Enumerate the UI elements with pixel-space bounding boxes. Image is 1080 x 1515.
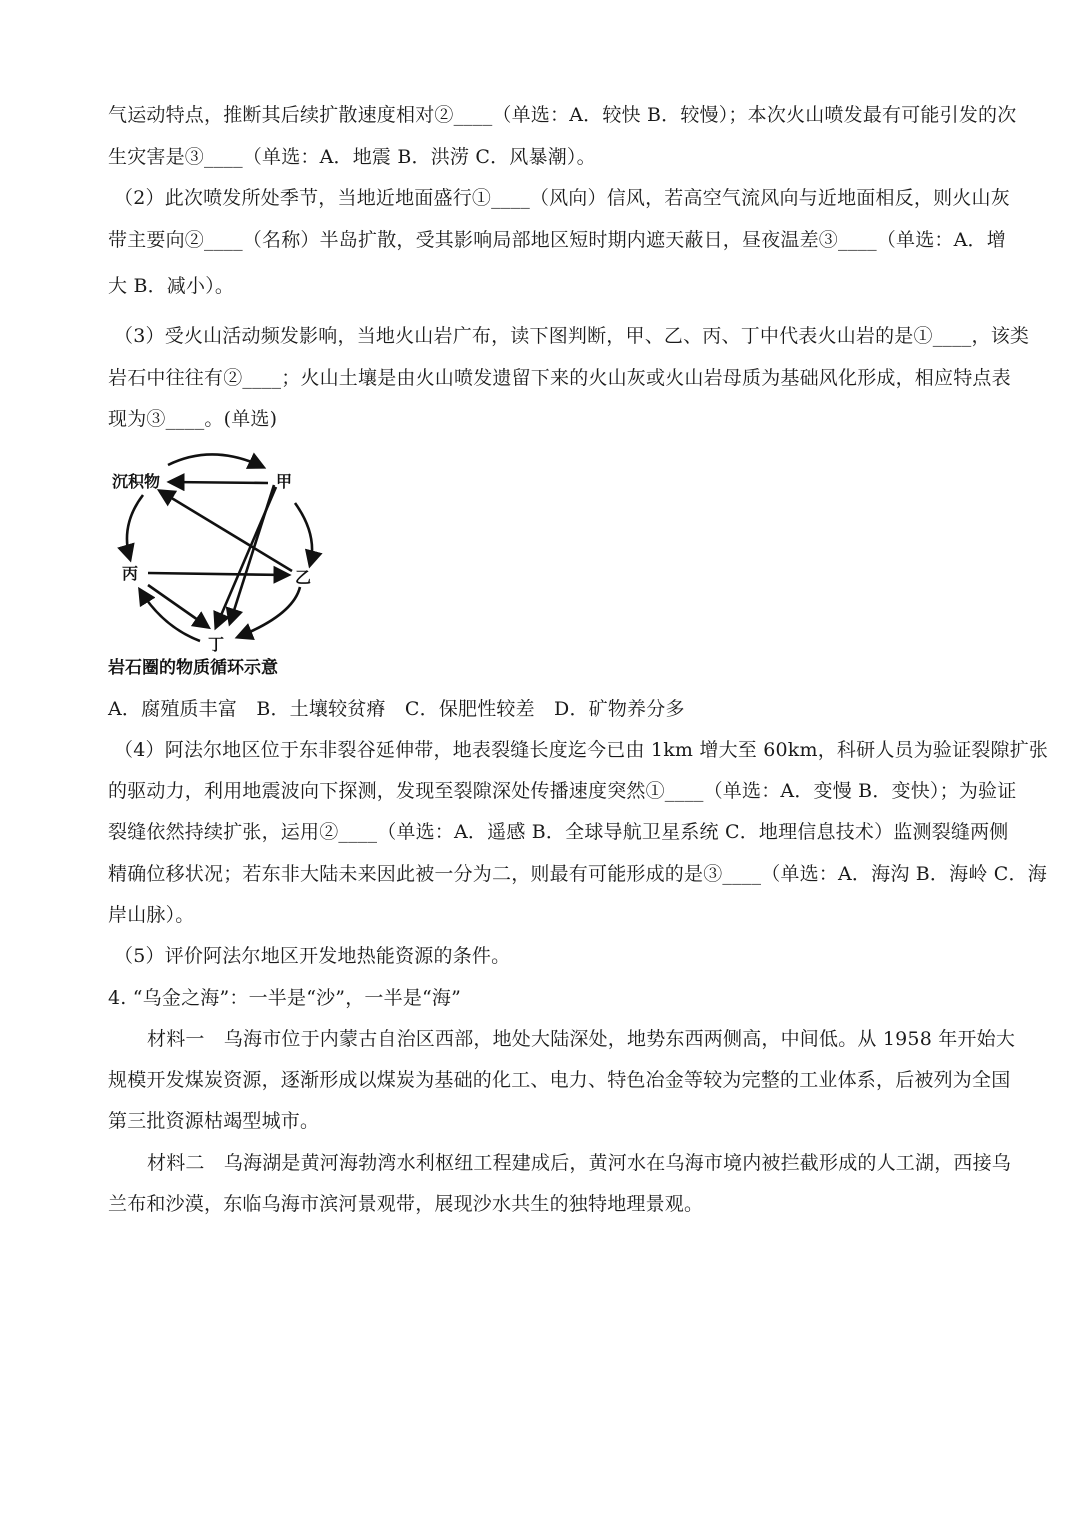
arrow-bing-to-ding [148,585,208,627]
arrow-jia-to-yi [295,503,312,565]
rock-cycle-diagram [108,445,340,680]
arrow-yi-to-ding [238,587,300,637]
question-3-4-line: （4）阿法尔地区位于东非裂谷延伸带，地表裂缝长度迄今已由 1km 增大至 60km，科研人员为验证裂隙扩张 [114,739,1049,761]
diagram-caption: 岩石圈的物质循环示意 [108,658,278,678]
material-1-line: 材料一 乌海市位于内蒙古自治区西部，地处大陆深处，地势东西两侧高，中间低。从 1958 年开始大 [147,1028,1016,1050]
text-line: 规模开发煤炭资源，逐渐形成以煤炭为基础的化工、电力、特色冶金等较为完整的工业体系，后被列为全国 [108,1069,1011,1091]
question-4-title: 4. “乌金之海”：一半是“沙”，一半是“海” [108,987,462,1009]
arrow-sediment-to-bing [127,495,143,559]
text-line: 精确位移状况；若东非大陆未来因此被一分为二，则最有可能形成的是③____（单选：A．海沟 B．海岭 C．海 [108,863,1047,885]
node-jia: 甲 [276,472,293,491]
node-bing: 丙 [122,564,139,583]
text-line: 大 B．减小）。 [108,275,235,297]
text-line: 岩石中往往有②____；火山土壤是由火山喷发遗留下来的火山灰或火山岩母质为基础风化形成，相应特点表 [108,367,1011,389]
question-3-3-line: （3）受火山活动频发影响，当地火山岩广布，读下图判断，甲、乙、丙、丁中代表火山岩的是①____，该类 [114,325,1030,347]
arrow-bing-to-yi [148,573,288,575]
arrow-jia-to-ding-2 [230,485,274,623]
arrow-sediment-to-jia [168,454,263,467]
arrow-jia-to-sediment [170,482,268,483]
arrow-yi-to-sediment [160,491,292,571]
node-ding: 丁 [208,635,225,654]
options-line: A．腐殖质丰富 B．土壤较贫瘠 C．保肥性较差 D．矿物养分多 [108,698,685,720]
text-line: 带主要向②____（名称）半岛扩散，受其影响局部地区短时期内遮天蔽日，昼夜温差③____（单选：A．增 [108,229,1006,251]
material-2-line: 材料二 乌海湖是黄河海勃湾水利枢纽工程建成后，黄河水在乌海市境内被拦截形成的人工湖，西接乌 [147,1152,1012,1174]
node-sediment: 沉积物 [112,472,161,491]
text-line: 的驱动力，利用地震波向下探测，发现至裂隙深处传播速度突然①____（单选：A．变慢 B．变快）；为验证 [108,780,1017,802]
text-line: 兰布和沙漠，东临乌海市滨河景观带，展现沙水共生的独特地理景观。 [108,1193,704,1215]
text-line: 生灾害是③____（单选：A．地震 B．洪涝 C．风暴潮）。 [108,146,596,168]
node-yi: 乙 [295,568,312,587]
text-line: 气运动特点，推断其后续扩散速度相对②____（单选：A．较快 B．较慢）；本次火山喷发最有可能引发的次 [108,104,1017,126]
question-3-5-line: （5）评价阿法尔地区开发地热能资源的条件。 [114,945,511,967]
text-line: 裂缝依然持续扩张，运用②____（单选：A．遥感 B．全球导航卫星系统 C．地理信息技术）监测裂缝两侧 [108,821,1009,843]
text-line: 第三批资源枯竭型城市。 [108,1110,320,1132]
question-3-2-line: （2）此次喷发所处季节，当地近地面盛行①____（风向）信风，若高空气流风向与近地面相反，则火山灰 [114,187,1010,209]
text-line: 现为③____。(单选) [108,408,278,430]
text-line: 岸山脉）。 [108,904,195,926]
